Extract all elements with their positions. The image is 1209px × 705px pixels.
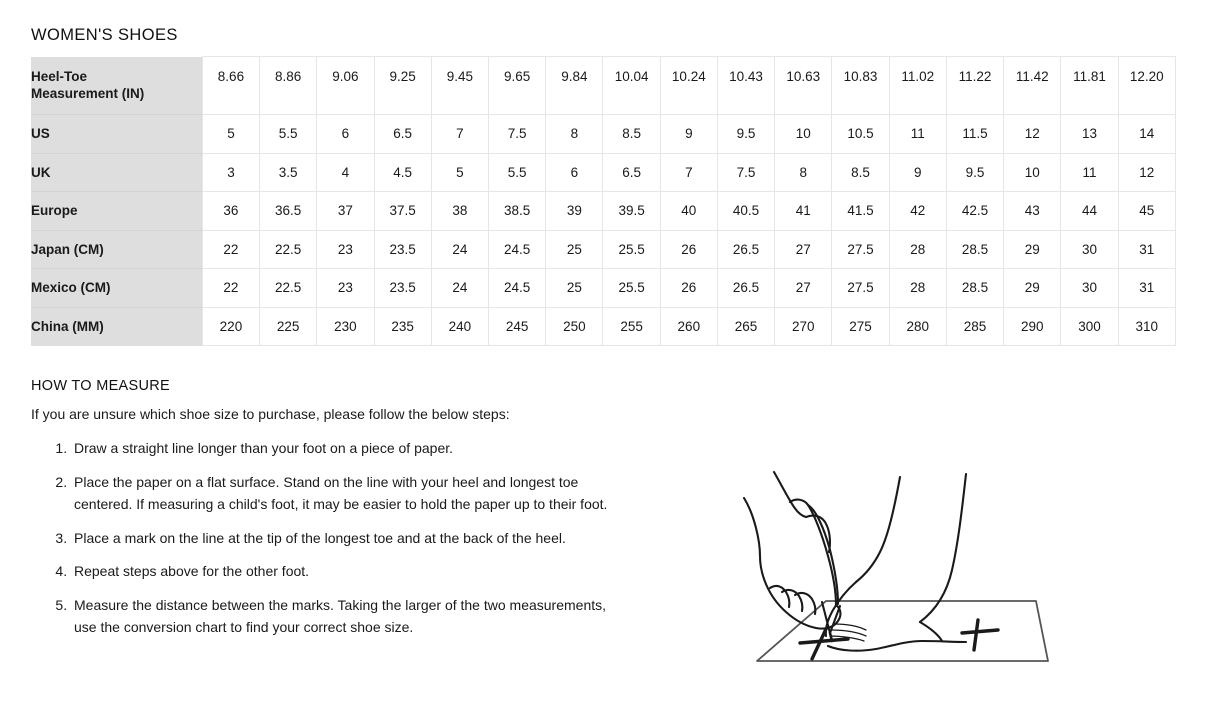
cell-china-0: 220	[202, 307, 259, 346]
cell-europe-9: 40.5	[717, 192, 774, 231]
cell-japan-9: 26.5	[717, 230, 774, 269]
heel-mark-vertical	[974, 620, 978, 650]
cell-uk-8: 7	[660, 153, 717, 192]
cell-europe-11: 41.5	[832, 192, 889, 231]
table-row-europe	[31, 192, 1176, 231]
cell-us-0: 5	[202, 115, 259, 154]
cell-china-7: 255	[603, 307, 660, 346]
foot-measuring-illustration-svg	[730, 452, 1070, 672]
cell-mexico-2: 23	[317, 269, 374, 308]
leg-back-outline	[920, 474, 966, 622]
cell-mexico-6: 25	[546, 269, 603, 308]
cell-europe-16: 45	[1118, 192, 1175, 231]
step-item-3: 3. Place a mark on the line at the tip of the longest toe and at the back of the heel.	[71, 527, 611, 550]
cell-japan-5: 24.5	[489, 230, 546, 269]
cell-japan-15: 30	[1061, 230, 1118, 269]
toe-mark-horizontal	[800, 639, 848, 643]
cell-heel-toe-15: 11.81	[1061, 57, 1118, 115]
cell-japan-10: 27	[775, 230, 832, 269]
cell-uk-12: 9	[889, 153, 946, 192]
cell-mexico-0: 22	[202, 269, 259, 308]
cell-japan-4: 24	[431, 230, 488, 269]
cell-japan-2: 23	[317, 230, 374, 269]
cell-europe-0: 36	[202, 192, 259, 231]
cell-mexico-14: 29	[1004, 269, 1061, 308]
size-chart-table-container	[31, 56, 1176, 346]
table-row-uk	[31, 153, 1176, 192]
step-item-4: 4. Repeat steps above for the other foot.	[71, 560, 611, 583]
row-label-heel-toe-line1: Heel-Toe	[31, 69, 88, 85]
size-table-body	[31, 57, 1176, 346]
how-to-measure-intro: If you are unsure which shoe size to purchase, please follow the below steps:	[31, 406, 510, 422]
cell-china-6: 250	[546, 307, 603, 346]
cell-uk-14: 10	[1004, 153, 1061, 192]
cell-mexico-8: 26	[660, 269, 717, 308]
table-row-us	[31, 115, 1176, 154]
cell-china-10: 270	[775, 307, 832, 346]
cell-europe-7: 39.5	[603, 192, 660, 231]
cell-china-12: 280	[889, 307, 946, 346]
table-row-japan	[31, 230, 1176, 269]
foot-sole-outline	[828, 641, 966, 651]
cell-us-9: 9.5	[717, 115, 774, 154]
cell-europe-3: 37.5	[374, 192, 431, 231]
cell-japan-1: 22.5	[260, 230, 317, 269]
cell-japan-13: 28.5	[946, 230, 1003, 269]
row-label-heel-toe-line2: Measurement (IN)	[31, 86, 145, 102]
cell-uk-10: 8	[775, 153, 832, 192]
cell-china-15: 300	[1061, 307, 1118, 346]
cell-uk-13: 9.5	[946, 153, 1003, 192]
cell-uk-9: 7.5	[717, 153, 774, 192]
how-to-measure-title: HOW TO MEASURE	[31, 378, 171, 394]
cell-us-10: 10	[775, 115, 832, 154]
cell-uk-1: 3.5	[260, 153, 317, 192]
cell-japan-12: 28	[889, 230, 946, 269]
cell-heel-toe-7: 10.04	[603, 57, 660, 115]
cell-europe-13: 42.5	[946, 192, 1003, 231]
cell-us-5: 7.5	[489, 115, 546, 154]
cell-us-1: 5.5	[260, 115, 317, 154]
cell-europe-14: 43	[1004, 192, 1061, 231]
illustration-linework	[744, 472, 1048, 661]
toe-mark-diagonal	[812, 629, 826, 659]
foot-measuring-illustration	[730, 452, 1070, 672]
cell-heel-toe-11: 10.83	[832, 57, 889, 115]
row-label-china: China (MM)	[31, 307, 202, 346]
cell-europe-10: 41	[775, 192, 832, 231]
cell-us-13: 11.5	[946, 115, 1003, 154]
cell-china-16: 310	[1118, 307, 1175, 346]
cell-china-8: 260	[660, 307, 717, 346]
cell-heel-toe-5: 9.65	[489, 57, 546, 115]
heel-mark-horizontal	[962, 630, 998, 633]
how-to-measure-steps	[31, 437, 611, 650]
table-row-china	[31, 307, 1176, 346]
cell-mexico-4: 24	[431, 269, 488, 308]
cell-uk-2: 4	[317, 153, 374, 192]
cell-china-1: 225	[260, 307, 317, 346]
cell-us-3: 6.5	[374, 115, 431, 154]
cell-uk-11: 8.5	[832, 153, 889, 192]
cell-europe-8: 40	[660, 192, 717, 231]
paper-sheet-shape	[757, 601, 1048, 661]
cell-us-4: 7	[431, 115, 488, 154]
cell-china-4: 240	[431, 307, 488, 346]
cell-heel-toe-2: 9.06	[317, 57, 374, 115]
heel-outline	[920, 622, 942, 641]
cell-mexico-9: 26.5	[717, 269, 774, 308]
cell-heel-toe-8: 10.24	[660, 57, 717, 115]
cell-europe-1: 36.5	[260, 192, 317, 231]
cell-europe-6: 39	[546, 192, 603, 231]
cell-us-12: 11	[889, 115, 946, 154]
cell-heel-toe-12: 11.02	[889, 57, 946, 115]
cell-europe-2: 37	[317, 192, 374, 231]
row-label-heel-toe	[31, 57, 202, 115]
row-label-us: US	[31, 115, 202, 154]
table-row-mexico	[31, 269, 1176, 308]
cell-mexico-16: 31	[1118, 269, 1175, 308]
cell-china-2: 230	[317, 307, 374, 346]
cell-us-7: 8.5	[603, 115, 660, 154]
cell-china-9: 265	[717, 307, 774, 346]
cell-mexico-3: 23.5	[374, 269, 431, 308]
cell-uk-4: 5	[431, 153, 488, 192]
cell-mexico-10: 27	[775, 269, 832, 308]
step-item-5: 5. Measure the distance between the marks. Taking the larger of the two measurements, use the conversion chart to find your correct shoe size.	[71, 594, 611, 639]
cell-japan-7: 25.5	[603, 230, 660, 269]
toe-hatch-2	[831, 630, 866, 636]
cell-heel-toe-16: 12.20	[1118, 57, 1175, 115]
cell-china-3: 235	[374, 307, 431, 346]
cell-china-5: 245	[489, 307, 546, 346]
cell-heel-toe-0: 8.66	[202, 57, 259, 115]
cell-europe-15: 44	[1061, 192, 1118, 231]
size-conversion-table	[31, 56, 1176, 346]
cell-heel-toe-1: 8.86	[260, 57, 317, 115]
index-finger-top	[774, 472, 806, 517]
cell-mexico-11: 27.5	[832, 269, 889, 308]
cell-heel-toe-10: 10.63	[775, 57, 832, 115]
cell-mexico-12: 28	[889, 269, 946, 308]
cell-heel-toe-9: 10.43	[717, 57, 774, 115]
cell-heel-toe-4: 9.45	[431, 57, 488, 115]
cell-japan-16: 31	[1118, 230, 1175, 269]
cell-uk-15: 11	[1061, 153, 1118, 192]
cell-europe-5: 38.5	[489, 192, 546, 231]
cell-us-8: 9	[660, 115, 717, 154]
row-label-europe: Europe	[31, 192, 202, 231]
cell-heel-toe-14: 11.42	[1004, 57, 1061, 115]
cell-japan-0: 22	[202, 230, 259, 269]
cell-japan-8: 26	[660, 230, 717, 269]
cell-heel-toe-13: 11.22	[946, 57, 1003, 115]
cell-china-13: 285	[946, 307, 1003, 346]
leg-front-outline	[856, 477, 900, 582]
cell-europe-4: 38	[431, 192, 488, 231]
step-item-1: 1. Draw a straight line longer than your foot on a piece of paper.	[71, 437, 611, 460]
row-label-uk: UK	[31, 153, 202, 192]
cell-uk-5: 5.5	[489, 153, 546, 192]
cell-us-6: 8	[546, 115, 603, 154]
cell-us-11: 10.5	[832, 115, 889, 154]
cell-japan-14: 29	[1004, 230, 1061, 269]
page-title: WOMEN'S SHOES	[31, 26, 178, 44]
cell-uk-3: 4.5	[374, 153, 431, 192]
step-item-2: 2. Place the paper on a flat surface. Stand on the line with your heel and longest toe centered. If measuring a child's foot, it may be easier to hold the paper up to their foot.	[71, 471, 611, 516]
cell-mexico-5: 24.5	[489, 269, 546, 308]
cell-mexico-1: 22.5	[260, 269, 317, 308]
cell-japan-11: 27.5	[832, 230, 889, 269]
cell-uk-16: 12	[1118, 153, 1175, 192]
cell-us-15: 13	[1061, 115, 1118, 154]
row-label-mexico: Mexico (CM)	[31, 269, 202, 308]
cell-china-14: 290	[1004, 307, 1061, 346]
toe-hatch-1	[834, 624, 866, 630]
cell-japan-3: 23.5	[374, 230, 431, 269]
cell-mexico-7: 25.5	[603, 269, 660, 308]
cell-us-16: 14	[1118, 115, 1175, 154]
cell-us-14: 12	[1004, 115, 1061, 154]
cell-mexico-13: 28.5	[946, 269, 1003, 308]
cell-uk-6: 6	[546, 153, 603, 192]
cell-europe-12: 42	[889, 192, 946, 231]
cell-china-11: 275	[832, 307, 889, 346]
cell-uk-7: 6.5	[603, 153, 660, 192]
cell-heel-toe-6: 9.84	[546, 57, 603, 115]
cell-mexico-15: 30	[1061, 269, 1118, 308]
cell-japan-6: 25	[546, 230, 603, 269]
cell-heel-toe-3: 9.25	[374, 57, 431, 115]
cell-uk-0: 3	[202, 153, 259, 192]
table-row-heel-toe	[31, 57, 1176, 115]
cell-us-2: 6	[317, 115, 374, 154]
row-label-japan: Japan (CM)	[31, 230, 202, 269]
